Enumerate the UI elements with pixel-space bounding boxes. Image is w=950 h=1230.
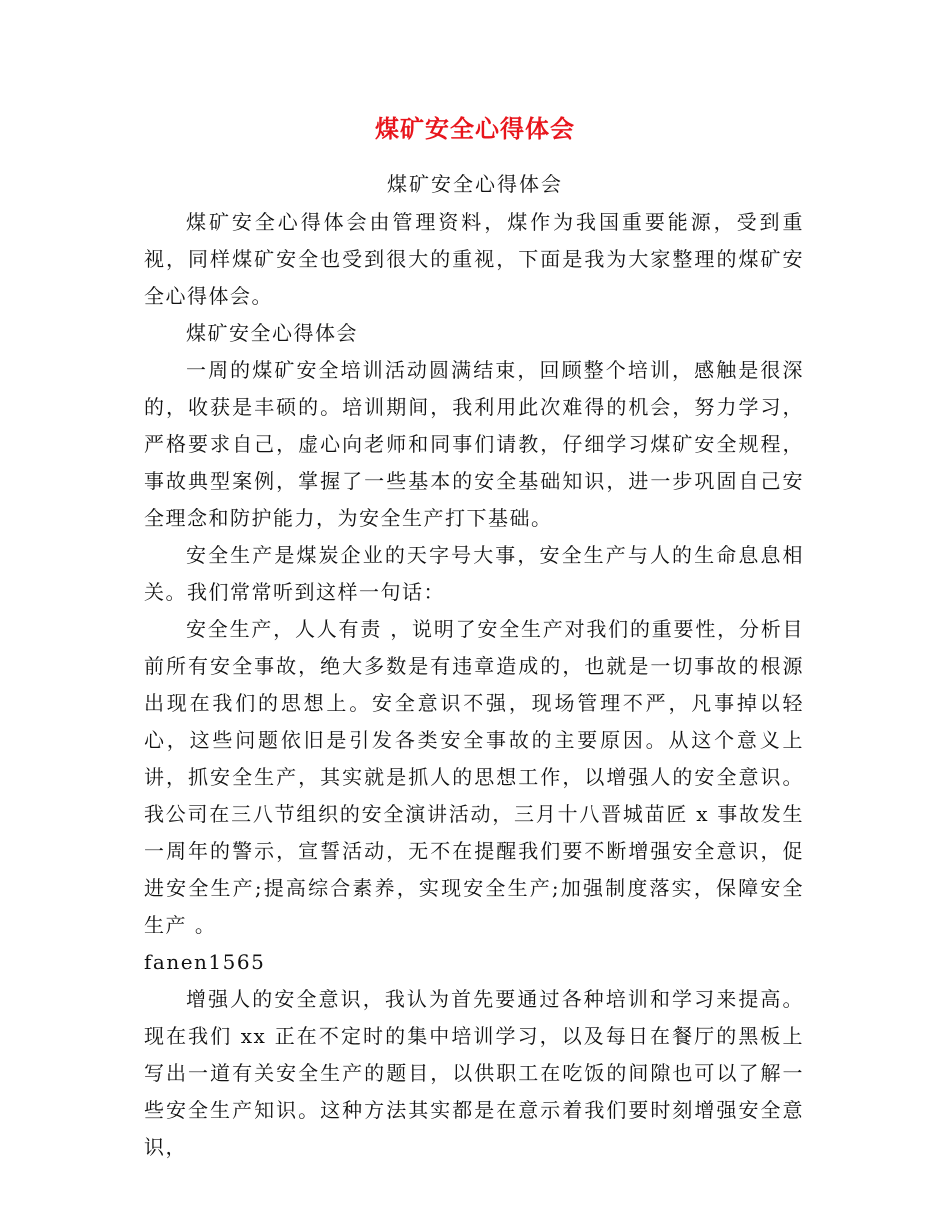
paragraph-code: fanen1565	[144, 950, 266, 974]
paragraph-training: 一周的煤矿安全培训活动圆满结束，回顾整个培训，感触是很深的，收获是丰硕的。培训期间，我利用此次难得的机会，努力学习，严格要求自己，虚心向老师和同事们请教，仔细学习煤矿安全规程，事故典型案例，掌握了一些基本的安全基础知识，进一步巩固自己安全理念和防护能力，为安全生产打下基础。	[144, 358, 804, 530]
document-body	[144, 204, 804, 1166]
paragraph-responsibility: 安全生产，人人有责 ，说明了安全生产对我们的重要性，分析目前所有安全事故，绝大多数是有违章造成的，也就是一切事故的根源出现在我们的思想上。安全意识不强，现场管理不严，凡事掉以轻心，这些问题依旧是引发各类安全事故的主要原因。从这个意义上讲，抓安全生产，其实就是抓人的思想工作，以增强人的安全意识。我公司在三八节组织的安全演讲活动，三月十八晋城苗匠 x 事故发生一周年的警示，宣誓活动，无不在提醒我们要不断增强安全意识，促进安全生产;提高综合素养，实现安全生产;加强制度落实，保障安全生产 。	[144, 617, 804, 937]
document-title: 煤矿安全心得体会	[375, 114, 575, 143]
paragraph-awareness: 增强人的安全意识，我认为首先要通过各种培训和学习来提高。现在我们 xx 正在不定时的集中培训学习，以及每日在餐厅的黑板上写出一道有关安全生产的题目，以供职工在吃饭的间隙也可以了解一些安全生产知识。这种方法其实都是在意示着我们要时刻增强安全意识，	[144, 987, 804, 1159]
document-subtitle: 煤矿安全心得体会	[387, 172, 563, 196]
paragraph-importance: 安全生产是煤炭企业的天字号大事，安全生产与人的生命息息相关。我们常常听到这样一句话：	[144, 543, 804, 604]
paragraph-intro: 煤矿安全心得体会由管理资料，煤作为我国重要能源，受到重视，同样煤矿安全也受到很大的重视，下面是我为大家整理的煤矿安全心得体会。	[144, 210, 804, 308]
paragraph-heading: 煤矿安全心得体会	[186, 321, 358, 345]
